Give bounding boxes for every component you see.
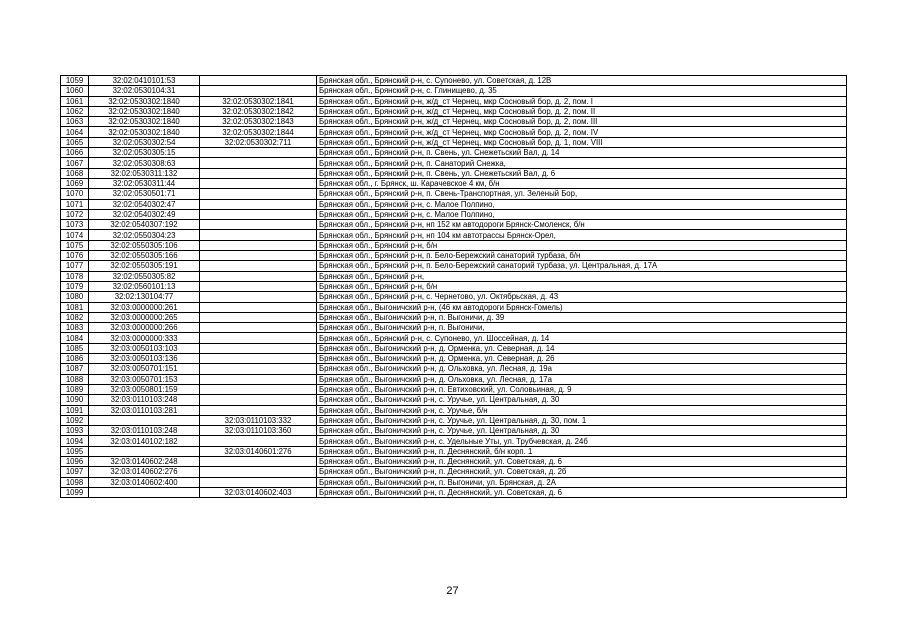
cadastral-number-2-cell xyxy=(200,230,317,240)
row-number-cell: 1066 xyxy=(61,148,89,158)
address-cell: Брянская обл., Выгоничский р-н, п. Деснянский, ул. Советская, д. 6 xyxy=(317,487,847,497)
cadastral-number-2-cell xyxy=(200,178,317,188)
row-number-cell: 1059 xyxy=(61,76,89,86)
address-cell: Брянская обл., Брянский р-н, ж/д_ст Чернец, мкр Сосновый бор, д. 2, пом. III xyxy=(317,117,847,127)
address-cell: Брянская обл., Брянский р-н, ж/д_ст Чернец, мкр Сосновый бор, д. 2, пом. IV xyxy=(317,127,847,137)
address-cell: Брянская обл., Брянский р-н, ж/д_ст Чернец, мкр Сосновый бор, д. 2, пом. I xyxy=(317,96,847,106)
cadastral-number-cell: 32:02:0530302:1840 xyxy=(89,127,200,137)
cadastral-number-2-cell xyxy=(200,323,317,333)
row-number-cell: 1060 xyxy=(61,86,89,96)
cadastral-number-cell xyxy=(89,487,200,497)
cadastral-number-cell: 32:02:0540302:49 xyxy=(89,209,200,219)
cadastral-number-cell: 32:03:0050701:153 xyxy=(89,374,200,384)
row-number-cell: 1065 xyxy=(61,137,89,147)
row-number-cell: 1087 xyxy=(61,364,89,374)
row-number-cell: 1096 xyxy=(61,456,89,466)
table-row xyxy=(61,395,847,405)
cadastral-number-cell: 32:03:0000000:261 xyxy=(89,302,200,312)
address-cell: Брянская обл., Брянский р-н, с. Чернетово, ул. Октябрьская, д. 43 xyxy=(317,292,847,302)
row-number-cell: 1099 xyxy=(61,487,89,497)
address-cell: Брянская обл., Выгоничский р-н, с. Уручье, б/н xyxy=(317,405,847,415)
address-cell: Брянская обл., Выгоничский р-н, п. Евтиховский, ул. Соловьиная, д. 9 xyxy=(317,384,847,394)
cadastral-number-2-cell: 32:02:0530302:1841 xyxy=(200,96,317,106)
cadastral-number-cell: 32:03:0140602:248 xyxy=(89,456,200,466)
cadastral-number-cell: 32:03:0140102:182 xyxy=(89,436,200,446)
cadastral-number-cell: 32:02:0530302:54 xyxy=(89,137,200,147)
cadastral-number-2-cell xyxy=(200,384,317,394)
address-cell: Брянская обл., Брянский р-н, с. Малое Полпино, xyxy=(317,199,847,209)
cadastral-number-2-cell xyxy=(200,261,317,271)
table-row xyxy=(61,137,847,147)
cadastral-number-2-cell xyxy=(200,240,317,250)
cadastral-number-cell: 32:03:0050801:159 xyxy=(89,384,200,394)
cadastral-number-cell: 32:03:0000000:265 xyxy=(89,312,200,322)
cadastral-number-cell: 32:03:0050103:103 xyxy=(89,343,200,353)
cadastral-number-2-cell xyxy=(200,189,317,199)
table-row xyxy=(61,467,847,477)
address-cell: Брянская обл., Брянский р-н, п. Санаторий Снежка, xyxy=(317,158,847,168)
row-number-cell: 1080 xyxy=(61,292,89,302)
cadastral-number-2-cell xyxy=(200,436,317,446)
row-number-cell: 1097 xyxy=(61,467,89,477)
cadastral-number-cell: 32:03:0140602:276 xyxy=(89,467,200,477)
address-cell: Брянская обл., Выгоничский р-н, с. Уручье, ул. Центральная, д. 30 xyxy=(317,426,847,436)
table-row xyxy=(61,343,847,353)
row-number-cell: 1095 xyxy=(61,446,89,456)
cadastral-number-2-cell: 32:02:0530302:1843 xyxy=(200,117,317,127)
table-row xyxy=(61,374,847,384)
address-cell: Брянская обл., Выгоничский р-н, п. Деснянский, ул. Советская, д. 6 xyxy=(317,456,847,466)
cadastral-number-2-cell xyxy=(200,148,317,158)
table-row xyxy=(61,199,847,209)
cadastral-number-cell: 32:02:0550304:23 xyxy=(89,230,200,240)
address-cell: Брянская обл., Брянский р-н, с. Супонево, ул. Советская, д. 12В xyxy=(317,76,847,86)
cadastral-number-cell: 32:03:0140602:400 xyxy=(89,477,200,487)
cadastral-number-2-cell xyxy=(200,168,317,178)
table-row xyxy=(61,230,847,240)
cadastral-number-2-cell xyxy=(200,281,317,291)
cadastral-number-2-cell xyxy=(200,467,317,477)
cadastral-number-cell: 32:02:0560101:13 xyxy=(89,281,200,291)
row-number-cell: 1071 xyxy=(61,199,89,209)
cadastral-number-cell: 32:03:0000000:333 xyxy=(89,333,200,343)
cadastral-number-cell: 32:03:0050103:136 xyxy=(89,354,200,364)
table-row xyxy=(61,251,847,261)
cadastral-number-cell: 32:02:0540307:192 xyxy=(89,220,200,230)
table-row xyxy=(61,415,847,425)
table-row xyxy=(61,76,847,86)
cadastral-number-2-cell xyxy=(200,292,317,302)
cadastral-number-2-cell xyxy=(200,220,317,230)
table-row xyxy=(61,96,847,106)
table-row xyxy=(61,426,847,436)
cadastral-number-2-cell xyxy=(200,395,317,405)
table-row xyxy=(61,158,847,168)
table-row xyxy=(61,261,847,271)
cadastral-number-cell: 32:02:0550305:191 xyxy=(89,261,200,271)
row-number-cell: 1094 xyxy=(61,436,89,446)
cadastral-number-cell: 32:02:0530308:63 xyxy=(89,158,200,168)
page-number: 27 xyxy=(446,585,459,597)
address-cell: Брянская обл., Выгоничский р-н, (46 км автодороги Брянск-Гомель) xyxy=(317,302,847,312)
address-cell: Брянская обл., Выгоничский р-н, п. Деснянский, ул. Советская, д. 2б xyxy=(317,467,847,477)
address-cell: Брянская обл., Брянский р-н, п. Свень, ул. Снежетьский Вал, д. 6 xyxy=(317,168,847,178)
table-row xyxy=(61,364,847,374)
cadastral-number-cell: 32:02:0550305:82 xyxy=(89,271,200,281)
cadastral-number-2-cell xyxy=(200,333,317,343)
table-row xyxy=(61,292,847,302)
row-number-cell: 1076 xyxy=(61,251,89,261)
address-cell: Брянская обл., Брянский р-н, с. Малое Полпино, xyxy=(317,209,847,219)
row-number-cell: 1092 xyxy=(61,415,89,425)
table-row xyxy=(61,117,847,127)
table-row xyxy=(61,302,847,312)
cadastral-number-cell: 32:03:0110103:281 xyxy=(89,405,200,415)
table-row xyxy=(61,271,847,281)
address-cell: Брянская обл., Брянский р-н, нп 152 км автодороги Брянск-Смоленск, б/н xyxy=(317,220,847,230)
cadastral-number-2-cell: 32:03:0140601:276 xyxy=(200,446,317,456)
address-cell: Брянская обл., Брянский р-н, п. Свень, ул. Снежетьский Вал, д. 14 xyxy=(317,148,847,158)
cadastral-number-2-cell xyxy=(200,354,317,364)
row-number-cell: 1082 xyxy=(61,312,89,322)
cadastral-number-2-cell xyxy=(200,86,317,96)
cadastral-number-cell: 32:02:0530501:71 xyxy=(89,189,200,199)
cadastral-number-2-cell xyxy=(200,302,317,312)
table-row xyxy=(61,240,847,250)
cadastral-number-cell: 32:02:0530302:1840 xyxy=(89,96,200,106)
cadastral-number-cell: 32:03:0050701:151 xyxy=(89,364,200,374)
cadastral-number-2-cell: 32:02:0530302:1842 xyxy=(200,106,317,116)
table-row xyxy=(61,178,847,188)
cadastral-number-cell: 32:03:0000000:266 xyxy=(89,323,200,333)
address-cell: Брянская обл., Выгоничский р-н, д. Орменка, ул. Северная, д. 14 xyxy=(317,343,847,353)
address-cell: Брянская обл., Выгоничский р-н, п. Выгоничи, ул. Брянская, д. 2А xyxy=(317,477,847,487)
address-cell: Брянская обл., Выгоничский р-н, с. Уручье, ул. Центральная, д. 30, пом. 1 xyxy=(317,415,847,425)
row-number-cell: 1074 xyxy=(61,230,89,240)
address-cell: Брянская обл., Выгоничский р-н, п. Деснянский, б/н корп. 1 xyxy=(317,446,847,456)
address-cell: Брянская обл., Брянский р-н, п. Бело-Бережский санаторий турбаза, ул. Центральная, д. 17А xyxy=(317,261,847,271)
row-number-cell: 1064 xyxy=(61,127,89,137)
address-cell: Брянская обл., Брянский р-н, б/н xyxy=(317,281,847,291)
cadastral-number-cell: 32:02:130104:77 xyxy=(89,292,200,302)
address-cell: Брянская обл., Выгоничский р-н, с. Удельные Уты, ул. Трубчевская, д. 24б xyxy=(317,436,847,446)
address-cell: Брянская обл., Выгоничский р-н, с. Уручье, ул. Центральная, д. 30 xyxy=(317,395,847,405)
row-number-cell: 1090 xyxy=(61,395,89,405)
address-cell: Брянская обл., Брянский р-н, б/н xyxy=(317,240,847,250)
cadastral-number-2-cell xyxy=(200,374,317,384)
cadastral-number-cell: 32:02:0530104:31 xyxy=(89,86,200,96)
cadastral-number-2-cell xyxy=(200,456,317,466)
property-table xyxy=(60,75,847,498)
cadastral-number-2-cell xyxy=(200,76,317,86)
table-row xyxy=(61,148,847,158)
table-row xyxy=(61,456,847,466)
address-cell: Брянская обл., Брянский р-н, ж/д_ст Чернец, мкр Сосновый бор, д. 2, пом. II xyxy=(317,106,847,116)
row-number-cell: 1083 xyxy=(61,323,89,333)
row-number-cell: 1068 xyxy=(61,168,89,178)
address-cell: Брянская обл., г. Брянск, ш. Карачевское 4 км, б/н xyxy=(317,178,847,188)
cadastral-number-2-cell xyxy=(200,312,317,322)
cadastral-number-2-cell xyxy=(200,343,317,353)
cadastral-number-cell: 32:02:0530311:44 xyxy=(89,178,200,188)
row-number-cell: 1089 xyxy=(61,384,89,394)
cadastral-number-2-cell xyxy=(200,477,317,487)
row-number-cell: 1063 xyxy=(61,117,89,127)
cadastral-number-cell: 32:02:0550305:106 xyxy=(89,240,200,250)
table-row xyxy=(61,405,847,415)
cadastral-number-2-cell xyxy=(200,209,317,219)
table-row xyxy=(61,189,847,199)
table-row xyxy=(61,86,847,96)
cadastral-number-2-cell xyxy=(200,364,317,374)
address-cell: Брянская обл., Брянский р-н, с. Супонево, ул. Шоссейная, д. 14 xyxy=(317,333,847,343)
address-cell: Брянская обл., Выгоничский р-н, д. Ольховка, ул. Лесная, д. 19а xyxy=(317,364,847,374)
row-number-cell: 1088 xyxy=(61,374,89,384)
row-number-cell: 1086 xyxy=(61,354,89,364)
cadastral-number-2-cell: 32:03:0140602:403 xyxy=(200,487,317,497)
row-number-cell: 1098 xyxy=(61,477,89,487)
cadastral-number-2-cell xyxy=(200,199,317,209)
row-number-cell: 1078 xyxy=(61,271,89,281)
cadastral-number-cell: 32:02:0540302:47 xyxy=(89,199,200,209)
cadastral-number-cell: 32:02:0530302:1840 xyxy=(89,117,200,127)
row-number-cell: 1093 xyxy=(61,426,89,436)
cadastral-number-2-cell xyxy=(200,405,317,415)
cadastral-number-cell: 32:02:0530305:15 xyxy=(89,148,200,158)
address-cell: Брянская обл., Брянский р-н, нп 104 км автотрассы Брянск-Орел, xyxy=(317,230,847,240)
table-row xyxy=(61,106,847,116)
table-row xyxy=(61,477,847,487)
cadastral-number-cell: 32:02:0410101:53 xyxy=(89,76,200,86)
cadastral-number-2-cell xyxy=(200,158,317,168)
cadastral-number-cell: 32:03:0110103:248 xyxy=(89,426,200,436)
table-row xyxy=(61,446,847,456)
row-number-cell: 1070 xyxy=(61,189,89,199)
table-row xyxy=(61,168,847,178)
table-row xyxy=(61,209,847,219)
row-number-cell: 1085 xyxy=(61,343,89,353)
cadastral-number-cell xyxy=(89,446,200,456)
cadastral-number-cell: 32:02:0550305:166 xyxy=(89,251,200,261)
address-cell: Брянская обл., Выгоничский р-н, д. Орменка, ул. Северная, д. 26 xyxy=(317,354,847,364)
property-table-body xyxy=(61,76,847,498)
row-number-cell: 1084 xyxy=(61,333,89,343)
cadastral-number-cell xyxy=(89,415,200,425)
table-row xyxy=(61,312,847,322)
table-row xyxy=(61,384,847,394)
cadastral-number-2-cell: 32:03:0110103:332 xyxy=(200,415,317,425)
address-cell: Брянская обл., Брянский р-н, с. Глинищево, д. 35 xyxy=(317,86,847,96)
row-number-cell: 1081 xyxy=(61,302,89,312)
address-cell: Брянская обл., Выгоничский р-н, п. Выгоничи, xyxy=(317,323,847,333)
table-row xyxy=(61,323,847,333)
address-cell: Брянская обл., Брянский р-н, xyxy=(317,271,847,281)
table-row xyxy=(61,354,847,364)
cadastral-number-2-cell: 32:03:0110103:360 xyxy=(200,426,317,436)
cadastral-number-cell: 32:02:0530311:132 xyxy=(89,168,200,178)
cadastral-number-2-cell: 32:02:0530302:711 xyxy=(200,137,317,147)
table-row xyxy=(61,487,847,497)
row-number-cell: 1061 xyxy=(61,96,89,106)
row-number-cell: 1067 xyxy=(61,158,89,168)
cadastral-number-2-cell xyxy=(200,251,317,261)
row-number-cell: 1075 xyxy=(61,240,89,250)
table-row xyxy=(61,220,847,230)
address-cell: Брянская обл., Брянский р-н, п. Бело-Бережский санаторий турбаза, б/н xyxy=(317,251,847,261)
address-cell: Брянская обл., Выгоничский р-н, п. Выгоничи, д. 39 xyxy=(317,312,847,322)
address-cell: Брянская обл., Выгоничский р-н, д. Ольховка, ул. Лесная, д. 17а xyxy=(317,374,847,384)
table-row xyxy=(61,281,847,291)
row-number-cell: 1079 xyxy=(61,281,89,291)
table-row xyxy=(61,436,847,446)
cadastral-number-cell: 32:03:0110103:248 xyxy=(89,395,200,405)
row-number-cell: 1069 xyxy=(61,178,89,188)
cadastral-number-2-cell xyxy=(200,271,317,281)
row-number-cell: 1072 xyxy=(61,209,89,219)
table-row xyxy=(61,127,847,137)
row-number-cell: 1091 xyxy=(61,405,89,415)
row-number-cell: 1062 xyxy=(61,106,89,116)
row-number-cell: 1073 xyxy=(61,220,89,230)
table-row xyxy=(61,333,847,343)
address-cell: Брянская обл., Брянский р-н, п. Свень-Транспортная, ул. Зеленый Бор, xyxy=(317,189,847,199)
address-cell: Брянская обл., Брянский р-н, ж/д_ст Чернец, мкр Сосновый бор, д. 1, пом. VIII xyxy=(317,137,847,147)
cadastral-number-cell: 32:02:0530302:1840 xyxy=(89,106,200,116)
row-number-cell: 1077 xyxy=(61,261,89,271)
cadastral-number-2-cell: 32:02:0530302:1844 xyxy=(200,127,317,137)
